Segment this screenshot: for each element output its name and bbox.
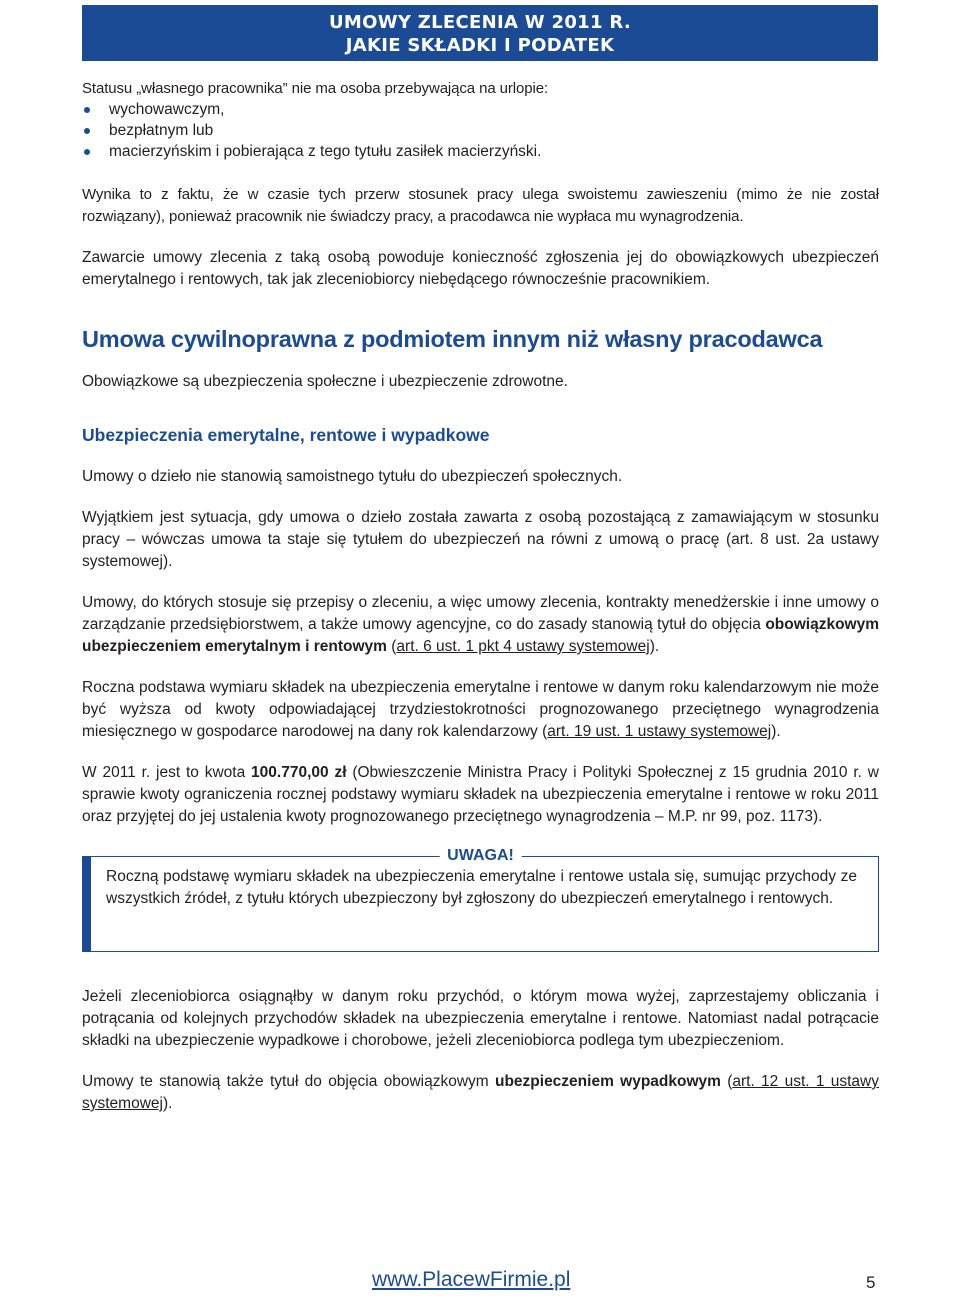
law-reference-link[interactable]: art. 12 ust. 1 ustawy systemowej bbox=[82, 1073, 879, 1112]
emphasis-text: ubezpieczeniem wypadkowym bbox=[494, 1073, 721, 1090]
header-title-line-2: JAKIE SKŁADKI I PODATEK bbox=[345, 35, 615, 56]
paragraph-amount: W 2011 r. jest to kwota 100.770,00 zł (Obwieszczenie Ministra Pracy i Polityki Społecznej z 15 grudnia 2010 r. w sprawie kwoty ograniczenia rocznej podstawy wymiaru składek na ubezpieczenia emerytalne i rentowe w roku 2011 oraz przyjętej do jej ustalenia kwoty prognozowanego przeciętnego wynagrodzenia – M.P. nr 99, poz. 1173). bbox=[82, 764, 880, 825]
paragraph-limit-reached: Jeżeli zleceniobiorca osiągnąłby w danym roku przychód, o którym mowa wyżej, zaprzestajemy obliczania i potrącania od kolejnych przychodów składek na ubezpieczenia emerytalne i rentowe. Natomiast nadal potrącacie składki na ubezpieczenie wypadkowe i chorobowe, jeżeli zleceniobiorca podlega tym ubezpieczeniom. bbox=[82, 988, 879, 1049]
leave-type-list bbox=[82, 99, 879, 162]
alert-text: Roczną podstawę wymiaru składek na ubezpieczenia emerytalne i rentowe ustala się, sumując przychody ze wszystkich źródeł, z tytułu których ubezpieczony był zgłoszony do ubezpieczeń emerytalnego i rentowych. bbox=[106, 868, 857, 907]
paragraph-registration: Zawarcie umowy zlecenia z taką osobą powoduje konieczność zgłoszenia jej do obowiązkowych ubezpieczeń emerytalnego i rentowych, tak jak zleceniobiorcy niebędącego równocześnie pracownikiem. bbox=[82, 249, 879, 288]
page-number: 5 bbox=[866, 1273, 876, 1292]
paragraph-accident-insurance: Umowy te stanowią także tytuł do objęcia obowiązkowym ubezpieczeniem wypadkowym (art. 12 ust. 1 ustawy systemowej). bbox=[82, 1073, 879, 1112]
page-content bbox=[82, 78, 879, 1115]
header-title-line-1: UMOWY ZLECENIA W 2011 R. bbox=[329, 12, 631, 33]
list-item: bezpłatnym lub bbox=[82, 120, 879, 141]
paragraph-suspension: Wynika to z faktu, że w czasie tych przerw stosunek pracy ulega swoistemu zawieszeniu (mimo że nie został rozwiązany), ponieważ pracownik nie świadczy pracy, a pracodawca nie wypłaca mu wynagrodzenia. bbox=[82, 186, 879, 225]
section-heading: Umowa cywilnoprawna z podmiotem innym niż własny pracodawca bbox=[82, 326, 823, 352]
page-footer bbox=[0, 1262, 960, 1302]
page-header bbox=[82, 5, 878, 61]
alert-accent-bar bbox=[82, 856, 91, 952]
intro-text: Statusu „własnego pracownika” nie ma osoba przebywająca na urlopie: bbox=[82, 80, 549, 97]
bullet-icon bbox=[84, 149, 90, 155]
paragraph-mandate-contracts: Umowy, do których stosuje się przepisy o zleceniu, a więc umowy zlecenia, kontrakty menedżerskie i inne umowy o zarządzanie przedsiębiorstwem, a także umowy agencyjne, co do zasady stanowią tytuł do objęcia obowiązkowym ubezpieczeniem emerytalnym i rentowym (art. 6 ust. 1 pkt 4 ustawy systemowej). bbox=[82, 594, 879, 655]
paragraph-contract-for-work: Umowy o dzieło nie stanowią samoistnego tytułu do ubezpieczeń społecznych. bbox=[82, 468, 623, 485]
bullet-icon bbox=[84, 128, 90, 134]
law-reference-link[interactable]: art. 19 ust. 1 ustawy systemowej bbox=[547, 723, 772, 740]
alert-bottom-line bbox=[82, 951, 879, 952]
list-item: macierzyńskim i pobierająca z tego tytułu zasiłek macierzyński. bbox=[82, 141, 879, 162]
subsection-heading: Ubezpieczenia emerytalne, rentowe i wypadkowe bbox=[82, 425, 490, 445]
list-item: wychowawczym, bbox=[82, 99, 879, 120]
paragraph-annual-base: Roczna podstawa wymiaru składek na ubezpieczenia emerytalne i rentowe w danym roku kalendarzowym nie może być wyższa od kwoty odpowiadającej trzydziestokrotności prognozowanego przeciętnego wynagrodzenia miesięcznego w gospodarce narodowej na dany rok kalendarzowy (art. 19 ust. 1 ustawy systemowej). bbox=[82, 679, 879, 740]
alert-title: UWAGA! bbox=[439, 845, 522, 867]
alert-right-line bbox=[878, 856, 879, 952]
bullet-icon bbox=[84, 107, 90, 113]
paragraph-exception: Wyjątkiem jest sytuacja, gdy umowa o dzieło została zawarta z osobą pozostającą z zamawiającym w stosunku pracy – wówczas umowa ta staje się tytułem do ubezpieczeń na równi z umową o pracę (art. 8 ust. 2a ustawy systemowej). bbox=[82, 509, 879, 570]
emphasis-text: obowiązkowym ubezpieczeniem emerytalnym i rentowym bbox=[82, 616, 879, 655]
alert-box bbox=[82, 847, 879, 952]
website-link[interactable]: www.PlacewFirmie.pl bbox=[372, 1268, 571, 1291]
section-lead: Obowiązkowe są ubezpieczenia społeczne i ubezpieczenie zdrowotne. bbox=[82, 373, 568, 390]
law-reference-link[interactable]: art. 6 ust. 1 pkt 4 ustawy systemowej bbox=[396, 638, 650, 655]
amount-value: 100.770,00 zł bbox=[251, 764, 347, 781]
